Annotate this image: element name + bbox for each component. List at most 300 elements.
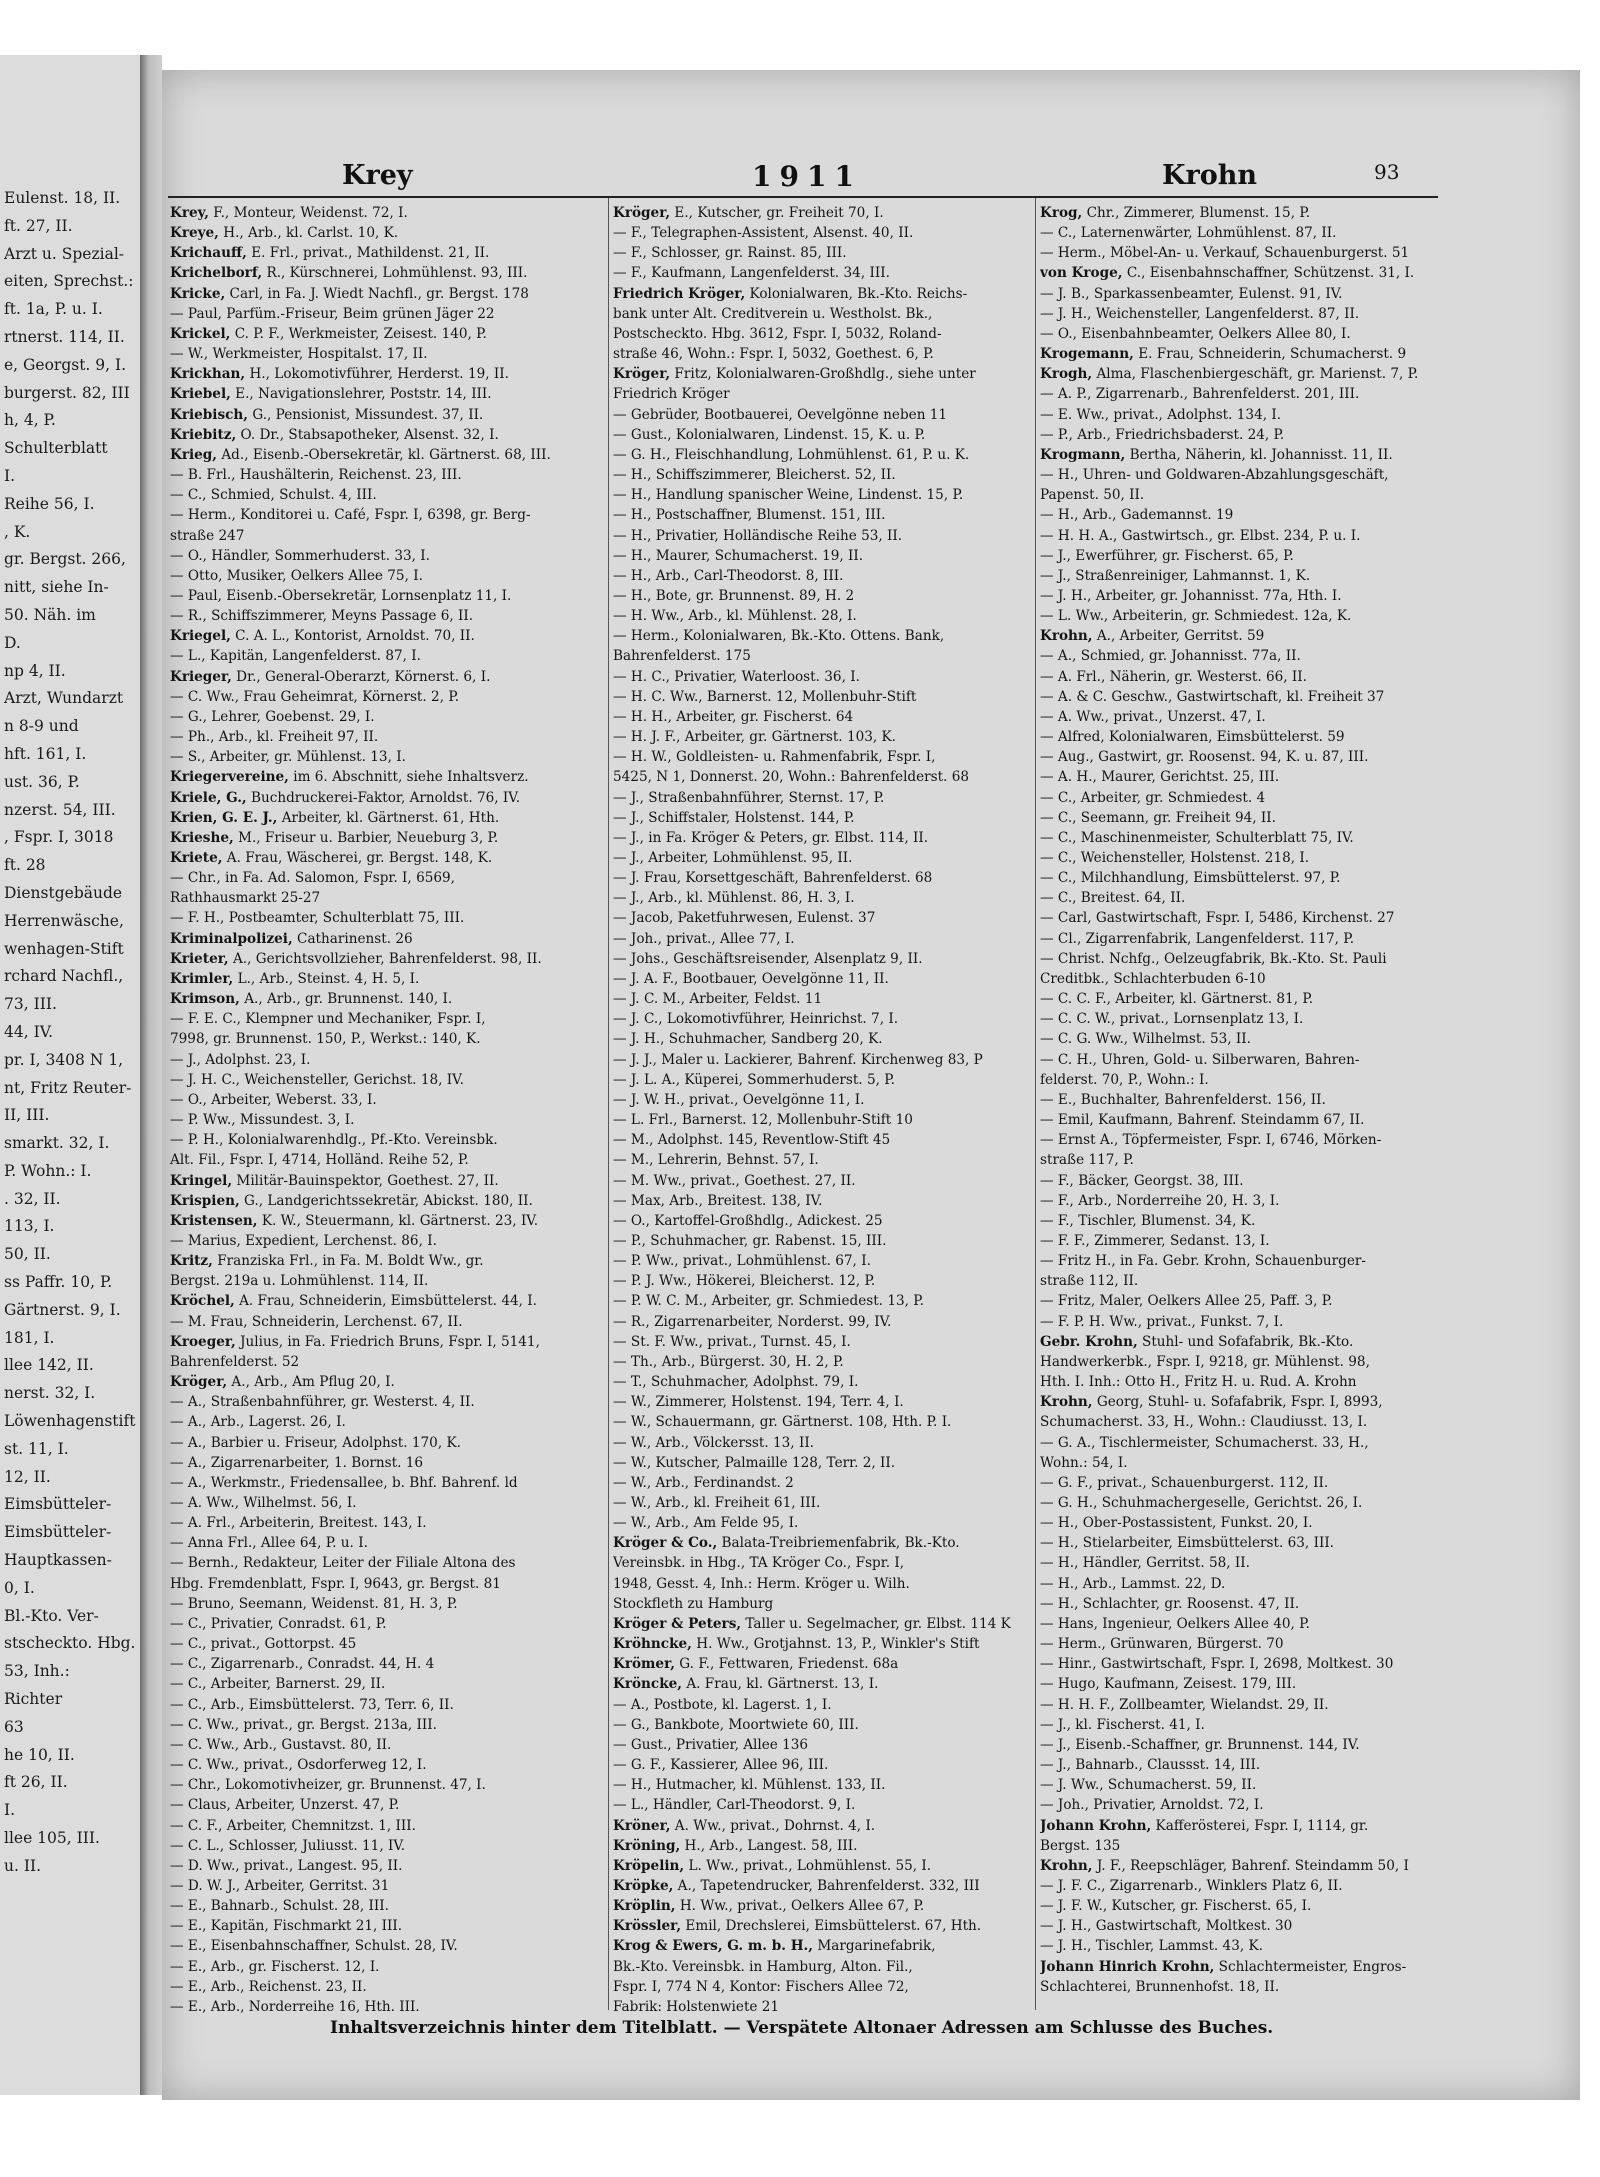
entry-details: — A. P., Zigarrenarb., Bahrenfelderst. 201, III.: [1040, 386, 1360, 403]
header-left-word: Krey: [342, 160, 413, 191]
entry-details: — G. H., Schuhmachergeselle, Gerichtst. 26, I.: [1040, 1495, 1363, 1511]
entry-details: A., Gerichtsvollzieher, Bahrenfelderst. 98, II.: [228, 950, 542, 967]
directory-entry: [170, 405, 590, 425]
directory-entry: [1040, 1775, 1460, 1795]
entry-details: G. F., Fettwaren, Friedenst. 68a: [674, 1656, 899, 1673]
directory-entry: [170, 586, 590, 606]
entry-surname: Krogemann,: [1040, 346, 1134, 363]
directory-entry: [1040, 848, 1460, 868]
left-fragment-line: 50, II.: [4, 1245, 51, 1264]
directory-entry: [613, 767, 1033, 787]
entry-details: — Ernst A., Töpfermeister, Fspr. I, 6746, Mörken-: [1040, 1132, 1382, 1149]
directory-entry: [613, 465, 1033, 485]
directory-entry: [613, 1090, 1033, 1110]
directory-entry: [1040, 1816, 1460, 1836]
entry-details: — J. H., Weichensteller, Langenfelderst. 87, II.: [1040, 305, 1360, 322]
entry-surname: Kröplin,: [613, 1898, 676, 1915]
directory-entry: [1040, 1916, 1460, 1936]
directory-entry: [170, 1029, 590, 1049]
entry-details: — F., Kaufmann, Langenfelderst. 34, III.: [613, 265, 890, 282]
directory-entry: [613, 485, 1033, 505]
left-fragment-line: , Fspr. I, 3018: [4, 828, 114, 847]
directory-entry: [170, 767, 590, 787]
left-fragment-line: Bl.-Kto. Ver-: [4, 1606, 99, 1625]
directory-entry: [170, 606, 590, 626]
directory-entry: [1040, 505, 1460, 525]
entry-surname: Johann Krohn,: [1040, 1817, 1152, 1834]
directory-entry: [1040, 1614, 1460, 1634]
entry-surname: von Kroge,: [1040, 265, 1123, 282]
entry-details: Rathhausmarkt 25-27: [170, 890, 321, 907]
entry-details: — J., Arb., kl. Mühlenst. 86, H. 3, I.: [613, 890, 855, 907]
entry-details: — L. Ww., Arbeiterin, gr. Schmiedest. 12a, K.: [1040, 608, 1352, 625]
directory-entry: [170, 1674, 590, 1694]
directory-entry: [170, 1312, 590, 1332]
directory-entry: [170, 1634, 590, 1654]
entry-details: — H. C., Privatier, Waterloost. 36, I.: [613, 668, 860, 685]
entry-details: — Christ. Nchfg., Oelzeugfabrik, Bk.-Kto. St. Pauli: [1040, 950, 1387, 967]
entry-details: Bahrenfelderst. 52: [170, 1353, 300, 1370]
directory-entry: [1040, 1372, 1460, 1392]
entry-details: Schumacherst. 33, H., Wohn.: Claudiusst. 13, I.: [1040, 1414, 1368, 1431]
entry-details: G., Pensionist, Missundest. 37, II.: [248, 406, 484, 423]
entry-details: — J. W. H., privat., Oevelgönne 11, I.: [613, 1091, 865, 1108]
entry-surname: Kreye,: [170, 225, 219, 242]
directory-entry: [613, 1896, 1033, 1916]
directory-entry: [1040, 989, 1460, 1009]
directory-entry: [613, 707, 1033, 727]
entry-surname: Krohn,: [1040, 1394, 1093, 1411]
left-fragment-line: nzerst. 54, III.: [4, 800, 116, 819]
left-fragment-line: II, III.: [4, 1106, 50, 1125]
left-fragment-line: Arzt u. Spezial-: [4, 244, 125, 263]
entry-details: Schlachterei, Brunnenhofst. 18, II.: [1040, 1978, 1280, 1995]
left-fragment-line: 53, Inh.:: [4, 1662, 70, 1681]
directory-entry: [170, 425, 590, 445]
entry-details: — W., Arb., Am Felde 95, I.: [613, 1515, 799, 1532]
entry-details: straße 112, II.: [1040, 1273, 1139, 1290]
entry-details: — F. H., Postbeamter, Schulterblatt 75, III.: [170, 910, 465, 927]
entry-details: — A. Frl., Näherin, gr. Westerst. 66, II.: [1040, 668, 1307, 685]
directory-entry: [1040, 1433, 1460, 1453]
directory-entry: [1040, 969, 1460, 989]
directory-entry: [613, 1493, 1033, 1513]
directory-entry: [170, 1533, 590, 1553]
directory-entry: [170, 828, 590, 848]
entry-details: — P., Schuhmacher, gr. Rabenst. 15, III.: [613, 1232, 887, 1249]
directory-entry: [613, 848, 1033, 868]
entry-details: — J., Adolphst. 23, I.: [170, 1051, 311, 1068]
directory-entry: [1040, 1896, 1460, 1916]
directory-entry: [170, 1412, 590, 1432]
directory-entry: [1040, 1291, 1460, 1311]
entry-details: — E., Eisenbahnschaffner, Schulst. 28, IV.: [170, 1938, 458, 1955]
entry-surname: Kriele, G.,: [170, 789, 247, 806]
directory-entry: [1040, 1533, 1460, 1553]
entry-details: Friedrich Kröger: [613, 386, 730, 403]
directory-entry: [1040, 1735, 1460, 1755]
directory-entry: [1040, 1856, 1460, 1876]
entry-details: — C., Weichensteller, Holstenst. 218, I.: [1040, 850, 1310, 866]
entry-details: — J., Schiffstaler, Holstenst. 144, P.: [613, 809, 855, 826]
left-fragment-line: I.: [4, 466, 16, 485]
entry-surname: Kristensen,: [170, 1212, 258, 1229]
entry-details: — Cl., Zigarrenfabrik, Langenfelderst. 117, P.: [1040, 930, 1355, 947]
directory-entry: [170, 929, 590, 949]
entry-details: Kafferösterei, Fspr. I, 1114, gr.: [1151, 1817, 1369, 1834]
directory-entry: [170, 1070, 590, 1090]
entry-details: — Claus, Arbeiter, Unzerst. 47, P.: [170, 1797, 400, 1814]
entry-details: — J. F. W., Kutscher, gr. Fischerst. 65, I.: [1040, 1898, 1312, 1915]
entry-details: — P. W. C. M., Arbeiter, gr. Schmiedest. 13, P.: [613, 1293, 924, 1310]
entry-details: Emil, Drechslerei, Eimsbüttelerst. 67, Hth.: [681, 1918, 982, 1935]
directory-entry: [613, 828, 1033, 848]
directory-entry: [1040, 1211, 1460, 1231]
entry-details: — H., Hutmacher, kl. Mühlenst. 133, II.: [613, 1777, 886, 1794]
directory-entry: [613, 1735, 1033, 1755]
entry-details: — J. H., Arbeiter, gr. Johannisst. 77a, Hth. I.: [1040, 587, 1342, 604]
directory-entry: [1040, 747, 1460, 767]
entry-details: Dr., General-Oberarzt, Körnerst. 6, I.: [231, 668, 491, 685]
entry-surname: Krimler,: [170, 970, 234, 987]
entry-surname: Kröpelin,: [613, 1857, 685, 1874]
directory-entry: [1040, 203, 1460, 223]
entry-details: Hth. I. Inh.: Otto H., Fritz H. u. Rud. A. Krohn: [1040, 1374, 1357, 1391]
entry-details: — F., Schlosser, gr. Rainst. 85, III.: [613, 245, 847, 262]
directory-entry: [613, 646, 1033, 666]
entry-details: — Th., Arb., Bürgerst. 30, H. 2, P.: [613, 1353, 844, 1370]
entry-details: — C., Seemann, gr. Freiheit 94, II.: [1040, 809, 1276, 826]
directory-entry: [613, 1876, 1033, 1896]
directory-entry: [613, 546, 1033, 566]
directory-entry: [170, 546, 590, 566]
entry-details: — A., Schmied, gr. Johannisst. 77a, II.: [1040, 648, 1301, 665]
entry-details: — J., Straßenbahnführer, Sternst. 17, P.: [613, 789, 885, 806]
directory-entry: [613, 1553, 1033, 1573]
entry-details: Buchdruckerei-Faktor, Arnoldst. 76, IV.: [246, 789, 521, 806]
entry-surname: Kröger & Peters,: [613, 1615, 742, 1632]
directory-entry: [1040, 1332, 1460, 1352]
directory-entry: [613, 1251, 1033, 1271]
directory-entry: [1040, 949, 1460, 969]
entry-surname: Kriebitz,: [170, 426, 237, 443]
entry-details: — C., Milchhandlung, Eimsbüttelerst. 97, P.: [1040, 870, 1341, 887]
entry-details: — Ph., Arb., kl. Freiheit 97, II.: [170, 729, 379, 746]
left-fragment-line: stscheckto. Hbg.: [4, 1634, 136, 1653]
header-right-word: Krohn: [1162, 160, 1257, 191]
directory-entry: [170, 1211, 590, 1231]
entry-details: — C., Schmied, Schulst. 4, III.: [170, 487, 377, 504]
left-fragment-line: Dienstgebäude: [4, 883, 123, 902]
directory-entry: [1040, 868, 1460, 888]
entry-details: — J., Ewerführer, gr. Fischerst. 65, P.: [1040, 547, 1294, 564]
directory-entry: [1040, 1191, 1460, 1211]
left-fragment-line: ft. 27, II.: [4, 216, 73, 235]
entry-details: — M. Ww., privat., Goethest. 27, II.: [613, 1172, 856, 1189]
left-fragment-line: D.: [4, 633, 21, 652]
entry-details: — P. Ww., Missundest. 3, I.: [170, 1112, 355, 1129]
entry-surname: Krickel,: [170, 325, 231, 342]
directory-entry: [170, 304, 590, 324]
entry-details: — T., Schuhmacher, Adolphst. 79, I.: [613, 1374, 859, 1391]
entry-details: — C. C. W., privat., Lornsenplatz 13, I.: [1040, 1011, 1304, 1028]
left-fragment-line: eiten, Sprechst.:: [4, 272, 134, 291]
directory-entry: [170, 667, 590, 687]
entry-details: 5425, N 1, Donnerst. 20, Wohn.: Bahrenfelderst. 68: [613, 769, 970, 786]
entry-details: — C. G. Ww., Wilhelmst. 53, II.: [1040, 1031, 1251, 1048]
left-fragment-line: smarkt. 32, I.: [4, 1134, 110, 1153]
left-fragment-line: n 8-9 und: [4, 717, 79, 736]
left-fragment-line: 73, III.: [4, 995, 57, 1014]
directory-entry: [1040, 344, 1460, 364]
directory-entry: [613, 1372, 1033, 1392]
directory-entry: [170, 1856, 590, 1876]
directory-entry: [1040, 1936, 1460, 1956]
directory-entry: [613, 1715, 1033, 1735]
directory-entry: [1040, 1473, 1460, 1493]
directory-entry: [613, 1997, 1033, 2017]
entry-details: — H., Schiffszimmerer, Bleicherst. 52, II.: [613, 467, 896, 484]
entry-details: — C., Maschinenmeister, Schulterblatt 75, IV.: [1040, 829, 1354, 846]
entry-details: — A. H., Maurer, Gerichtst. 25, III.: [1040, 769, 1280, 786]
directory-entry: [613, 1412, 1033, 1432]
entry-details: — L., Händler, Carl-Theodorst. 9, I.: [613, 1797, 856, 1814]
entry-details: — J. H., Gastwirtschaft, Moltkest. 30: [1040, 1918, 1293, 1935]
directory-entry: [170, 1433, 590, 1453]
entry-details: — R., Schiffszimmerer, Meyns Passage 6, II.: [170, 608, 474, 625]
directory-entry: [170, 1936, 590, 1956]
entry-details: — E., Bahnarb., Schulst. 28, III.: [170, 1898, 389, 1915]
left-fragment-line: pr. I, 3408 N 1,: [4, 1050, 124, 1069]
entry-details: C. A. L., Kontorist, Arnoldst. 70, II.: [230, 628, 475, 645]
entry-details: Bahrenfelderst. 175: [613, 648, 751, 665]
directory-entry: [1040, 1594, 1460, 1614]
left-fragment-line: he 10, II.: [4, 1745, 75, 1764]
directory-entry: [613, 1473, 1033, 1493]
entry-details: — E. Ww., privat., Adolphst. 134, I.: [1040, 406, 1282, 423]
directory-entry: [170, 1594, 590, 1614]
directory-entry: [170, 1171, 590, 1191]
entry-details: — Johs., Geschäftsreisender, Alsenplatz 9, II.: [613, 950, 923, 967]
directory-entry: [170, 1473, 590, 1493]
left-fragment-line: llee 142, II.: [4, 1356, 94, 1375]
directory-entry: [170, 344, 590, 364]
directory-entry: [613, 1392, 1033, 1412]
left-fragment-line: Eimsbütteler-: [4, 1523, 112, 1542]
entry-details: — J., Straßenreiniger, Lahmannst. 1, K.: [1040, 567, 1311, 584]
directory-entry: [1040, 526, 1460, 546]
left-fragment-line: . 32, II.: [4, 1189, 61, 1208]
entry-details: — C. Ww., privat., gr. Bergst. 213a, III.: [170, 1716, 437, 1733]
directory-entry: [170, 1896, 590, 1916]
directory-entry: [170, 908, 590, 928]
entry-details: straße 247: [170, 527, 245, 544]
directory-entry: [170, 324, 590, 344]
entry-details: J. F., Reepschläger, Bahrenf. Steindamm 50, I: [1092, 1857, 1409, 1874]
entry-details: — D. W. J., Arbeiter, Gerritst. 31: [170, 1877, 390, 1894]
directory-entry: [170, 1836, 590, 1856]
left-fragment-line: burgerst. 82, III: [4, 383, 130, 402]
entry-details: H., Arb., Langest. 58, III.: [680, 1837, 858, 1854]
directory-entry: [613, 263, 1033, 283]
entry-details: Fspr. I, 774 N 4, Kontor: Fischers Allee 72,: [613, 1978, 909, 1995]
directory-entry: [1040, 364, 1460, 384]
left-fragment-line: llee 105, III.: [4, 1829, 100, 1848]
entry-details: Schlachtermeister, Engros-: [1214, 1958, 1407, 1975]
directory-entry: [170, 1191, 590, 1211]
entry-details: — Bernh., Redakteur, Leiter der Filiale Altona des: [170, 1555, 516, 1572]
entry-details: Julius, in Fa. Friedrich Bruns, Fspr. I, 5141,: [235, 1333, 540, 1350]
entry-surname: Kröner,: [613, 1817, 671, 1834]
entry-details: — H., Privatier, Holländische Reihe 53, II.: [613, 527, 903, 544]
entry-surname: Krien, G. E. J.,: [170, 809, 278, 826]
entry-details: — H. Ww., Arb., kl. Mühlenst. 28, I.: [613, 608, 857, 625]
entry-details: Handwerkerbk., Fspr. I, 9218, gr. Mühlenst. 98,: [1040, 1353, 1370, 1370]
directory-entry: [613, 667, 1033, 687]
directory-entry: [1040, 384, 1460, 404]
entry-details: 1948, Gesst. 4, Inh.: Herm. Kröger u. Wilh.: [613, 1575, 910, 1592]
directory-entry: [170, 1332, 590, 1352]
entry-details: — C., Laternenwärter, Lohmühlenst. 87, II.: [1040, 225, 1337, 242]
entry-details: C. P. F., Werkmeister, Zeisest. 140, P.: [230, 325, 487, 342]
directory-entry: [170, 1130, 590, 1150]
directory-entry: [1040, 1654, 1460, 1674]
entry-details: — G., Lehrer, Goebenst. 29, I.: [170, 708, 375, 725]
entry-details: Bergst. 219a u. Lohmühlenst. 114, II.: [170, 1273, 429, 1290]
entry-details: A. Frau, Schneiderin, Eimsbüttelerst. 44, I.: [234, 1293, 537, 1310]
entry-surname: Krieshe,: [170, 829, 234, 846]
directory-entry: [613, 344, 1033, 364]
directory-entry: [1040, 1231, 1460, 1251]
entry-details: H. Ww., privat., Oelkers Allee 67, P.: [675, 1898, 925, 1915]
entry-details: — E., Buchhalter, Bahrenfelderst. 156, II.: [1040, 1091, 1326, 1108]
entry-details: Fabrik: Holstenwiete 21: [613, 1998, 780, 2015]
directory-entry: [1040, 223, 1460, 243]
entry-details: — A. & C. Geschw., Gastwirtschaft, kl. Freiheit 37: [1040, 688, 1385, 705]
directory-entry: [170, 1795, 590, 1815]
entry-surname: Kröger,: [613, 366, 671, 383]
directory-entry: [170, 646, 590, 666]
entry-details: Wohn.: 54, I.: [1040, 1454, 1128, 1471]
directory-entry: [1040, 1634, 1460, 1654]
directory-entry: [170, 788, 590, 808]
directory-entry: [613, 1352, 1033, 1372]
left-fragment-line: Herrenwäsche,: [4, 911, 124, 930]
entry-surname: Krieg,: [170, 446, 218, 463]
directory-entry: [170, 1957, 590, 1977]
directory-entry: [1040, 1574, 1460, 1594]
directory-entry: [613, 1916, 1033, 1936]
entry-details: G., Landgerichtssekretär, Abickst. 180, II.: [239, 1192, 533, 1209]
entry-details: — P. Ww., privat., Lohmühlenst. 67, I.: [613, 1253, 871, 1270]
directory-entry: [1040, 1453, 1460, 1473]
left-fragment-line: Schulterblatt: [4, 439, 108, 458]
entry-details: — M., Adolphst. 145, Reventlow-Stift 45: [613, 1132, 891, 1149]
entry-details: — C., Arb., Eimsbüttelerst. 73, Terr. 6, II.: [170, 1696, 454, 1713]
entry-details: A., Arb., gr. Brunnenst. 140, I.: [239, 991, 453, 1008]
directory-entry: [1040, 405, 1460, 425]
entry-details: — A., Werkmstr., Friedensallee, b. Bhf. Bahrenf. ld: [170, 1474, 518, 1491]
directory-entry: [1040, 606, 1460, 626]
page-footer: Inhaltsverzeichnis hinter dem Titelblatt. — Verspätete Altonaer Adressen am Schlusse des Buches.: [330, 2018, 1274, 2038]
entry-details: — C., Arbeiter, Barnerst. 29, II.: [170, 1676, 386, 1693]
entry-details: — J. H., Tischler, Lammst. 43, K.: [1040, 1938, 1263, 1955]
directory-entry: [170, 1231, 590, 1251]
directory-entry: [1040, 707, 1460, 727]
header-rule: [168, 196, 1438, 198]
entry-details: — Gebrüder, Bootbauerei, Oevelgönne neben 11: [613, 406, 948, 423]
directory-entry: [1040, 263, 1460, 283]
entry-details: — C. Ww., Arb., Gustavst. 80, II.: [170, 1736, 392, 1753]
entry-details: bank unter Alt. Creditverein u. Westholst. Bk.,: [613, 305, 933, 322]
entry-details: — G. F., privat., Schauenburgerst. 112, II.: [1040, 1474, 1329, 1491]
directory-entry: [170, 1997, 590, 2017]
entry-details: — H. H. A., Gastwirtsch., gr. Elbst. 234, P. u. I.: [1040, 527, 1361, 544]
entry-surname: Kröhncke,: [613, 1636, 692, 1653]
entry-details: Militär-Bauinspektor, Goethest. 27, II.: [232, 1172, 499, 1189]
left-fragment-line: hft. 161, I.: [4, 744, 87, 763]
directory-entry: [170, 1876, 590, 1896]
directory-entry: [1040, 1876, 1460, 1896]
directory-entry: [1040, 1493, 1460, 1513]
entry-details: — Emil, Kaufmann, Bahrenf. Steindamm 67, II.: [1040, 1112, 1365, 1129]
entry-details: — H., Arb., Lammst. 22, D.: [1040, 1575, 1226, 1592]
entry-details: — D. Ww., privat., Langest. 95, II.: [170, 1857, 403, 1874]
entry-details: felderst. 70, P., Wohn.: I.: [1040, 1071, 1209, 1088]
directory-entry: [613, 1594, 1033, 1614]
entry-details: Fritz, Kolonialwaren-Großhdlg., siehe unter: [670, 366, 976, 383]
entry-details: — Herm., Möbel-An- u. Verkauf, Schauenburgerst. 51: [1040, 245, 1410, 262]
entry-surname: Krichelborf,: [170, 265, 263, 282]
entry-details: — H., Ober-Postassistent, Funkst. 20, I.: [1040, 1515, 1313, 1532]
entry-details: — C. L., Schlosser, Juliusst. 11, IV.: [170, 1837, 406, 1854]
directory-entry: [1040, 1171, 1460, 1191]
entry-details: — J. C., Lokomotivführer, Heinrichst. 7, I.: [613, 1011, 899, 1028]
entry-details: Stockfleth zu Hamburg: [613, 1595, 774, 1612]
directory-entry: [613, 1574, 1033, 1594]
left-fragment-line: Richter: [4, 1690, 63, 1709]
entry-details: — C. Ww., Frau Geheimrat, Körnerst. 2, P.: [170, 688, 460, 705]
directory-column-1: [170, 203, 590, 2017]
directory-entry: [170, 1090, 590, 1110]
entry-details: Chr., Zimmerer, Blumenst. 15, P.: [1082, 205, 1311, 221]
entry-surname: Krohn,: [1040, 628, 1093, 645]
entry-details: Margarinefabrik,: [813, 1938, 936, 1955]
directory-entry: [170, 263, 590, 283]
entry-details: A. Frau, Wäscherei, gr. Bergst. 148, K.: [222, 850, 493, 866]
directory-entry: [170, 1614, 590, 1634]
directory-entry: [170, 566, 590, 586]
entry-details: — J. Frau, Korsettgeschäft, Bahrenfelderst. 68: [613, 870, 933, 887]
directory-entry: [613, 868, 1033, 888]
entry-details: H. Ww., Grotjahnst. 13, P., Winkler's Stift: [691, 1636, 980, 1653]
directory-column-3: [1040, 203, 1460, 1997]
directory-entry: [1040, 1050, 1460, 1070]
directory-entry: [170, 727, 590, 747]
entry-surname: Krog & Ewers, G. m. b. H.,: [613, 1938, 813, 1955]
entry-details: Carl, in Fa. J. Wiedt Nachfl., gr. Bergst. 178: [225, 285, 529, 302]
directory-entry: [613, 1957, 1033, 1977]
entry-details: — C. C. F., Arbeiter, kl. Gärtnerst. 81, P.: [1040, 991, 1314, 1008]
directory-entry: [170, 1009, 590, 1029]
entry-details: — E., Arb., Norderreihe 16, Hth. III.: [170, 1998, 420, 2015]
entry-details: — A. Frl., Arbeiterin, Breitest. 143, I.: [170, 1515, 427, 1532]
entry-details: A. Ww., privat., Dohrnst. 4, I.: [670, 1817, 876, 1834]
entry-details: — W., Schauermann, gr. Gärtnerst. 108, Hth. P. I.: [613, 1414, 952, 1431]
directory-entry: [1040, 465, 1460, 485]
directory-entry: [1040, 808, 1460, 828]
directory-entry: [613, 384, 1033, 404]
